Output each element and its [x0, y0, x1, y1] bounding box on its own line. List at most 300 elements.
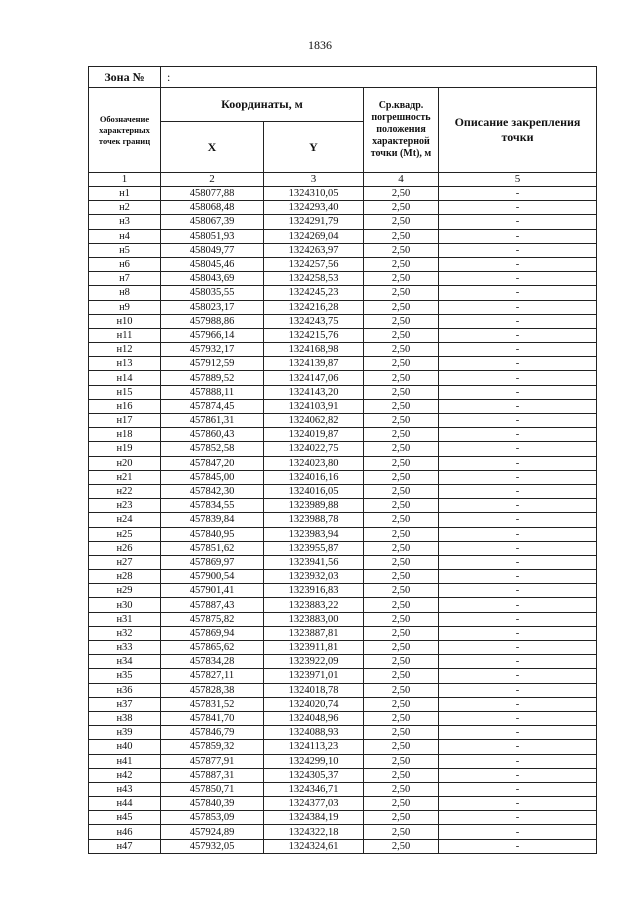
description-cell: -: [439, 527, 597, 541]
x-coordinate-cell: 457932,17: [161, 343, 264, 357]
table-row: [89, 272, 597, 286]
error-cell: 2,50: [364, 257, 439, 271]
table-row: [89, 513, 597, 527]
y-coordinate-cell: 1324139,87: [264, 357, 364, 371]
x-coordinate-cell: 457834,55: [161, 499, 264, 513]
point-id-cell: н14: [89, 371, 161, 385]
description-cell: -: [439, 442, 597, 456]
x-coordinate-cell: 457900,54: [161, 570, 264, 584]
y-coordinate-cell: 1324291,79: [264, 215, 364, 229]
description-cell: -: [439, 399, 597, 413]
table-row: [89, 683, 597, 697]
x-coordinate-cell: 457861,31: [161, 414, 264, 428]
table-row: [89, 726, 597, 740]
error-cell: 2,50: [364, 442, 439, 456]
point-id-cell: н31: [89, 612, 161, 626]
description-cell: -: [439, 726, 597, 740]
y-coordinate-cell: 1324216,28: [264, 300, 364, 314]
x-coordinate-cell: 457840,39: [161, 797, 264, 811]
description-cell: -: [439, 371, 597, 385]
x-coordinate-cell: 457841,70: [161, 711, 264, 725]
error-cell: 2,50: [364, 782, 439, 796]
error-cell: 2,50: [364, 229, 439, 243]
description-cell: -: [439, 797, 597, 811]
x-coordinate-cell: 457847,20: [161, 456, 264, 470]
point-id-cell: н21: [89, 470, 161, 484]
table-row: [89, 385, 597, 399]
table-row: [89, 797, 597, 811]
column-number: 1: [89, 173, 161, 187]
point-id-cell: н8: [89, 286, 161, 300]
table-row: [89, 612, 597, 626]
description-cell: -: [439, 669, 597, 683]
description-cell: -: [439, 343, 597, 357]
error-cell: 2,50: [364, 655, 439, 669]
point-id-cell: н27: [89, 555, 161, 569]
table-row: [89, 641, 597, 655]
point-id-cell: н39: [89, 726, 161, 740]
x-coordinate-cell: 458051,93: [161, 229, 264, 243]
point-id-cell: н36: [89, 683, 161, 697]
error-cell: 2,50: [364, 314, 439, 328]
x-coordinate-cell: 458077,88: [161, 187, 264, 201]
error-cell: 2,50: [364, 711, 439, 725]
column-number: 5: [439, 173, 597, 187]
y-coordinate-cell: 1324269,04: [264, 229, 364, 243]
x-coordinate-cell: 458049,77: [161, 243, 264, 257]
point-id-cell: н13: [89, 357, 161, 371]
coordinates-table: [88, 66, 597, 854]
description-cell: -: [439, 499, 597, 513]
description-cell: -: [439, 428, 597, 442]
error-cell: 2,50: [364, 697, 439, 711]
error-cell: 2,50: [364, 740, 439, 754]
description-cell: -: [439, 215, 597, 229]
error-cell: 2,50: [364, 414, 439, 428]
point-id-cell: н22: [89, 484, 161, 498]
y-coordinate-cell: 1324113,23: [264, 740, 364, 754]
table-row: [89, 484, 597, 498]
description-cell: -: [439, 683, 597, 697]
point-id-cell: н40: [89, 740, 161, 754]
error-cell: 2,50: [364, 499, 439, 513]
table-row: [89, 598, 597, 612]
y-coordinate-cell: 1323911,81: [264, 641, 364, 655]
y-coordinate-cell: 1324019,87: [264, 428, 364, 442]
point-id-cell: н19: [89, 442, 161, 456]
table-row: [89, 201, 597, 215]
error-cell: 2,50: [364, 215, 439, 229]
description-cell: -: [439, 272, 597, 286]
error-cell: 2,50: [364, 357, 439, 371]
y-coordinate-cell: 1324143,20: [264, 385, 364, 399]
y-coordinate-cell: 1324016,05: [264, 484, 364, 498]
table-row: [89, 314, 597, 328]
page-number: 1836: [308, 38, 332, 52]
point-id-cell: н47: [89, 839, 161, 853]
point-id-cell: н25: [89, 527, 161, 541]
error-cell: 2,50: [364, 286, 439, 300]
y-coordinate-cell: 1324147,06: [264, 371, 364, 385]
description-cell: -: [439, 754, 597, 768]
y-coordinate-cell: 1323922,09: [264, 655, 364, 669]
point-id-cell: н7: [89, 272, 161, 286]
x-coordinate-cell: 457887,43: [161, 598, 264, 612]
y-coordinate-cell: 1323883,22: [264, 598, 364, 612]
description-cell: -: [439, 300, 597, 314]
description-cell: -: [439, 782, 597, 796]
y-coordinate-cell: 1324384,19: [264, 811, 364, 825]
table-row: [89, 555, 597, 569]
y-coordinate-cell: 1324016,16: [264, 470, 364, 484]
header-row-1: [89, 88, 597, 122]
header-y: Y: [264, 122, 364, 173]
description-cell: -: [439, 385, 597, 399]
y-coordinate-cell: 1323989,88: [264, 499, 364, 513]
x-coordinate-cell: 457912,59: [161, 357, 264, 371]
x-coordinate-cell: 457865,62: [161, 641, 264, 655]
table-row: [89, 414, 597, 428]
x-coordinate-cell: 457901,41: [161, 584, 264, 598]
table-row: [89, 187, 597, 201]
table-row: [89, 655, 597, 669]
error-cell: 2,50: [364, 839, 439, 853]
point-id-cell: н38: [89, 711, 161, 725]
description-cell: -: [439, 612, 597, 626]
description-cell: -: [439, 839, 597, 853]
y-coordinate-cell: 1323916,83: [264, 584, 364, 598]
error-cell: 2,50: [364, 243, 439, 257]
error-cell: 2,50: [364, 470, 439, 484]
table-row: [89, 768, 597, 782]
y-coordinate-cell: 1324020,74: [264, 697, 364, 711]
point-id-cell: н9: [89, 300, 161, 314]
description-cell: -: [439, 641, 597, 655]
description-cell: -: [439, 229, 597, 243]
description-cell: -: [439, 201, 597, 215]
table-row: [89, 215, 597, 229]
table-row: [89, 754, 597, 768]
error-cell: 2,50: [364, 641, 439, 655]
y-coordinate-cell: 1324377,03: [264, 797, 364, 811]
description-cell: -: [439, 243, 597, 257]
y-coordinate-cell: 1324322,18: [264, 825, 364, 839]
point-id-cell: н45: [89, 811, 161, 825]
table-row: [89, 257, 597, 271]
point-id-cell: н5: [89, 243, 161, 257]
description-cell: -: [439, 768, 597, 782]
point-id-cell: н23: [89, 499, 161, 513]
point-id-cell: н10: [89, 314, 161, 328]
point-id-cell: н26: [89, 541, 161, 555]
table-row: [89, 811, 597, 825]
table-row: [89, 711, 597, 725]
y-coordinate-cell: 1323971,01: [264, 669, 364, 683]
description-cell: -: [439, 484, 597, 498]
error-cell: 2,50: [364, 626, 439, 640]
header-x: X: [161, 122, 264, 173]
x-coordinate-cell: 457869,94: [161, 626, 264, 640]
point-id-cell: н4: [89, 229, 161, 243]
point-id-cell: н15: [89, 385, 161, 399]
table-row: [89, 570, 597, 584]
y-coordinate-cell: 1324293,40: [264, 201, 364, 215]
error-cell: 2,50: [364, 187, 439, 201]
point-id-cell: н17: [89, 414, 161, 428]
description-cell: -: [439, 555, 597, 569]
description-cell: -: [439, 328, 597, 342]
error-cell: 2,50: [364, 541, 439, 555]
error-cell: 2,50: [364, 584, 439, 598]
table-row: [89, 328, 597, 342]
table-row: [89, 527, 597, 541]
description-cell: -: [439, 697, 597, 711]
description-cell: -: [439, 187, 597, 201]
x-coordinate-cell: 457988,86: [161, 314, 264, 328]
y-coordinate-cell: 1324263,97: [264, 243, 364, 257]
x-coordinate-cell: 457932,05: [161, 839, 264, 853]
point-id-cell: н16: [89, 399, 161, 413]
table-row: [89, 371, 597, 385]
x-coordinate-cell: 457860,43: [161, 428, 264, 442]
x-coordinate-cell: 457888,11: [161, 385, 264, 399]
x-coordinate-cell: 457840,95: [161, 527, 264, 541]
y-coordinate-cell: 1323955,87: [264, 541, 364, 555]
error-cell: 2,50: [364, 570, 439, 584]
description-cell: -: [439, 414, 597, 428]
error-cell: 2,50: [364, 343, 439, 357]
point-id-cell: н43: [89, 782, 161, 796]
error-cell: 2,50: [364, 484, 439, 498]
header-coordinates: Координаты, м: [161, 88, 364, 122]
y-coordinate-cell: 1324245,23: [264, 286, 364, 300]
error-cell: 2,50: [364, 513, 439, 527]
description-cell: -: [439, 314, 597, 328]
x-coordinate-cell: 457828,38: [161, 683, 264, 697]
x-coordinate-cell: 457842,30: [161, 484, 264, 498]
point-id-cell: н1: [89, 187, 161, 201]
table-row: [89, 782, 597, 796]
y-coordinate-cell: 1324243,75: [264, 314, 364, 328]
point-id-cell: н32: [89, 626, 161, 640]
error-cell: 2,50: [364, 300, 439, 314]
y-coordinate-cell: 1324103,91: [264, 399, 364, 413]
description-cell: -: [439, 626, 597, 640]
error-cell: 2,50: [364, 825, 439, 839]
point-id-cell: н37: [89, 697, 161, 711]
table-row: [89, 825, 597, 839]
table-row: [89, 541, 597, 555]
table-row: [89, 470, 597, 484]
table-row: [89, 456, 597, 470]
error-cell: 2,50: [364, 612, 439, 626]
x-coordinate-cell: 457851,62: [161, 541, 264, 555]
table-body: [89, 187, 597, 854]
error-cell: 2,50: [364, 399, 439, 413]
x-coordinate-cell: 457839,84: [161, 513, 264, 527]
point-id-cell: н11: [89, 328, 161, 342]
description-cell: -: [439, 584, 597, 598]
x-coordinate-cell: 457859,32: [161, 740, 264, 754]
table-row: [89, 343, 597, 357]
column-number: 4: [364, 173, 439, 187]
table-row: [89, 442, 597, 456]
x-coordinate-cell: 457869,97: [161, 555, 264, 569]
table-row: [89, 584, 597, 598]
y-coordinate-cell: 1323883,00: [264, 612, 364, 626]
point-id-cell: н6: [89, 257, 161, 271]
point-id-cell: н12: [89, 343, 161, 357]
x-coordinate-cell: 457966,14: [161, 328, 264, 342]
y-coordinate-cell: 1324258,53: [264, 272, 364, 286]
y-coordinate-cell: 1324324,61: [264, 839, 364, 853]
description-cell: -: [439, 570, 597, 584]
header-designation: Обозначение характерных точек границ: [89, 88, 161, 173]
y-coordinate-cell: 1323932,03: [264, 570, 364, 584]
zone-label: Зона №: [89, 67, 161, 88]
column-numbers-row: [89, 173, 597, 187]
y-coordinate-cell: 1324088,93: [264, 726, 364, 740]
description-cell: -: [439, 740, 597, 754]
point-id-cell: н30: [89, 598, 161, 612]
point-id-cell: н42: [89, 768, 161, 782]
x-coordinate-cell: 458035,55: [161, 286, 264, 300]
table-row: [89, 399, 597, 413]
point-id-cell: н44: [89, 797, 161, 811]
error-cell: 2,50: [364, 797, 439, 811]
zone-value: :: [161, 67, 597, 88]
x-coordinate-cell: 458068,48: [161, 201, 264, 215]
y-coordinate-cell: 1323983,94: [264, 527, 364, 541]
table-row: [89, 357, 597, 371]
description-cell: -: [439, 598, 597, 612]
description-cell: -: [439, 456, 597, 470]
point-id-cell: н33: [89, 641, 161, 655]
y-coordinate-cell: 1324048,96: [264, 711, 364, 725]
point-id-cell: н28: [89, 570, 161, 584]
y-coordinate-cell: 1324310,05: [264, 187, 364, 201]
y-coordinate-cell: 1324022,75: [264, 442, 364, 456]
header-error: Ср.квадр. погрешность положения характерной точки (Mt), м: [364, 88, 439, 173]
description-cell: -: [439, 541, 597, 555]
column-number: 2: [161, 173, 264, 187]
error-cell: 2,50: [364, 768, 439, 782]
column-number: 3: [264, 173, 364, 187]
error-cell: 2,50: [364, 328, 439, 342]
description-cell: -: [439, 825, 597, 839]
error-cell: 2,50: [364, 385, 439, 399]
x-coordinate-cell: 457889,52: [161, 371, 264, 385]
table-row: [89, 229, 597, 243]
description-cell: -: [439, 513, 597, 527]
x-coordinate-cell: 457845,00: [161, 470, 264, 484]
description-cell: -: [439, 357, 597, 371]
x-coordinate-cell: 457834,28: [161, 655, 264, 669]
point-id-cell: н2: [89, 201, 161, 215]
y-coordinate-cell: 1324062,82: [264, 414, 364, 428]
zone-row: [89, 67, 597, 88]
x-coordinate-cell: 457827,11: [161, 669, 264, 683]
error-cell: 2,50: [364, 272, 439, 286]
error-cell: 2,50: [364, 201, 439, 215]
table-row: [89, 428, 597, 442]
point-id-cell: н34: [89, 655, 161, 669]
error-cell: 2,50: [364, 598, 439, 612]
error-cell: 2,50: [364, 428, 439, 442]
point-id-cell: н3: [89, 215, 161, 229]
error-cell: 2,50: [364, 811, 439, 825]
x-coordinate-cell: 458045,46: [161, 257, 264, 271]
y-coordinate-cell: 1324215,76: [264, 328, 364, 342]
y-coordinate-cell: 1323988,78: [264, 513, 364, 527]
x-coordinate-cell: 457852,58: [161, 442, 264, 456]
table-row: [89, 499, 597, 513]
table-row: [89, 839, 597, 853]
error-cell: 2,50: [364, 456, 439, 470]
y-coordinate-cell: 1324023,80: [264, 456, 364, 470]
table-row: [89, 669, 597, 683]
error-cell: 2,50: [364, 683, 439, 697]
point-id-cell: н41: [89, 754, 161, 768]
error-cell: 2,50: [364, 669, 439, 683]
point-id-cell: н20: [89, 456, 161, 470]
header-description: Описание закрепления точки: [439, 88, 597, 173]
table-row: [89, 300, 597, 314]
y-coordinate-cell: 1324346,71: [264, 782, 364, 796]
y-coordinate-cell: 1324257,56: [264, 257, 364, 271]
table-row: [89, 626, 597, 640]
x-coordinate-cell: 457831,52: [161, 697, 264, 711]
table-row: [89, 740, 597, 754]
x-coordinate-cell: 457875,82: [161, 612, 264, 626]
x-coordinate-cell: 457846,79: [161, 726, 264, 740]
y-coordinate-cell: 1323887,81: [264, 626, 364, 640]
x-coordinate-cell: 457874,45: [161, 399, 264, 413]
x-coordinate-cell: 457853,09: [161, 811, 264, 825]
point-id-cell: н18: [89, 428, 161, 442]
description-cell: -: [439, 655, 597, 669]
table-row: [89, 286, 597, 300]
description-cell: -: [439, 470, 597, 484]
y-coordinate-cell: 1324018,78: [264, 683, 364, 697]
error-cell: 2,50: [364, 754, 439, 768]
x-coordinate-cell: 457887,31: [161, 768, 264, 782]
y-coordinate-cell: 1323941,56: [264, 555, 364, 569]
point-id-cell: н24: [89, 513, 161, 527]
error-cell: 2,50: [364, 527, 439, 541]
description-cell: -: [439, 811, 597, 825]
x-coordinate-cell: 457877,91: [161, 754, 264, 768]
y-coordinate-cell: 1324305,37: [264, 768, 364, 782]
x-coordinate-cell: 458067,39: [161, 215, 264, 229]
x-coordinate-cell: 458043,69: [161, 272, 264, 286]
description-cell: -: [439, 711, 597, 725]
error-cell: 2,50: [364, 555, 439, 569]
x-coordinate-cell: 458023,17: [161, 300, 264, 314]
description-cell: -: [439, 286, 597, 300]
point-id-cell: н29: [89, 584, 161, 598]
point-id-cell: н35: [89, 669, 161, 683]
table-row: [89, 697, 597, 711]
description-cell: -: [439, 257, 597, 271]
error-cell: 2,50: [364, 726, 439, 740]
y-coordinate-cell: 1324299,10: [264, 754, 364, 768]
y-coordinate-cell: 1324168,98: [264, 343, 364, 357]
point-id-cell: н46: [89, 825, 161, 839]
x-coordinate-cell: 457850,71: [161, 782, 264, 796]
error-cell: 2,50: [364, 371, 439, 385]
table-row: [89, 243, 597, 257]
